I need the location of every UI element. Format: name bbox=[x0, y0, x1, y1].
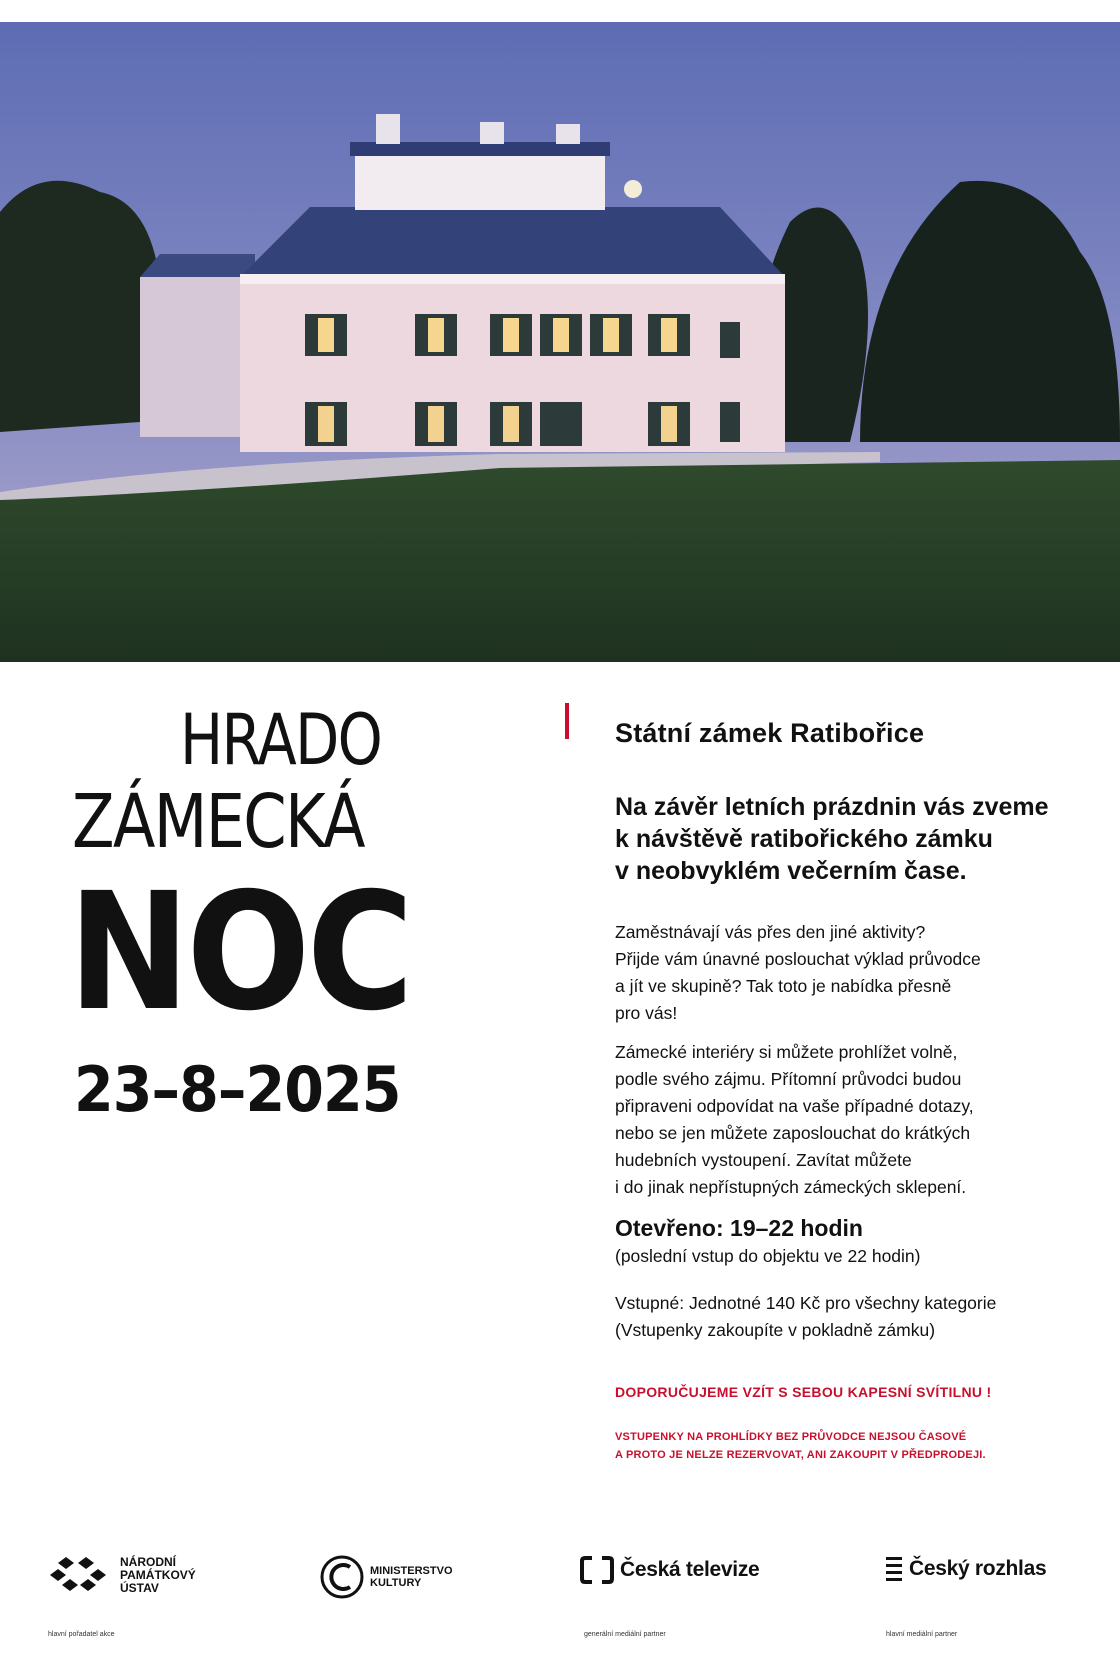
opening-hours: Otevřeno: 19–22 hodin bbox=[615, 1215, 863, 1241]
title-line-2: ZÁMECKÁ bbox=[72, 779, 364, 865]
lead-paragraph bbox=[615, 791, 1085, 887]
paragraph-line: i do jinak nepřístupných zámeckých sklepení. bbox=[615, 1177, 967, 1197]
npu-name-line: NÁRODNÍ bbox=[120, 1554, 176, 1569]
paragraph-line: pro vás! bbox=[615, 1003, 678, 1023]
details-paragraph bbox=[615, 1039, 1085, 1201]
ct-name: Česká televize bbox=[620, 1558, 760, 1581]
admission-price: Vstupné: Jednotné 140 Kč pro všechny kategorie bbox=[615, 1293, 997, 1313]
cr-role: hlavní mediální partner bbox=[886, 1631, 958, 1638]
paragraph-line: připraveni odpovídat na vaše případné dotazy, bbox=[615, 1096, 974, 1116]
event-description bbox=[615, 718, 1085, 1464]
paragraph-line: Zámecké interiéry si můžete prohlížet volně, bbox=[615, 1042, 958, 1062]
title-line-1: HRADO bbox=[180, 699, 382, 781]
event-date: 23–8–2025 bbox=[74, 1053, 401, 1126]
cr-logo-icon bbox=[885, 1555, 903, 1583]
admission-note: (Vstupenky zakoupíte v pokladně zámku) bbox=[615, 1320, 936, 1340]
partner-cr bbox=[885, 1555, 1046, 1583]
partner-logos bbox=[0, 1555, 1120, 1666]
intro-paragraph bbox=[615, 919, 1085, 1027]
paragraph-line: a jít ve skupině? Tak toto je nabídka přesně bbox=[615, 976, 952, 996]
paragraph-line: Přijde vám únavné poslouchat výklad průvodce bbox=[615, 949, 981, 969]
cr-name: Český rozhlas bbox=[909, 1557, 1047, 1580]
lead-line: Na závěr letních prázdnin vás zveme bbox=[615, 793, 1049, 821]
chateau-illustration bbox=[0, 22, 1120, 662]
partner-mk bbox=[320, 1555, 453, 1599]
lead-line: v neobvyklém večerním čase. bbox=[615, 857, 967, 885]
notice-line: A PROTO JE NELZE REZERVOVAT, ANI ZAKOUPIT V PŘEDPRODEJI. bbox=[615, 1449, 986, 1461]
accent-bar bbox=[565, 703, 569, 739]
event-title bbox=[0, 700, 520, 1140]
ct-logo-icon bbox=[580, 1555, 614, 1585]
paragraph-line: nebo se jen můžete zaposlouchat do krátkých bbox=[615, 1123, 971, 1143]
npu-name-line: ÚSTAV bbox=[120, 1580, 159, 1595]
title-line-3: NOC bbox=[68, 859, 411, 1047]
mk-logo-icon bbox=[320, 1555, 364, 1599]
mk-name-line: KULTURY bbox=[370, 1577, 422, 1589]
tickets-notice bbox=[615, 1428, 1085, 1464]
partner-ct bbox=[580, 1555, 759, 1585]
lead-line: k návštěvě ratibořického zámku bbox=[615, 825, 993, 853]
npu-name-line: PAMÁTKOVÝ bbox=[120, 1567, 196, 1582]
ct-role: generální mediální partner bbox=[584, 1631, 666, 1638]
npu-role: hlavní pořadatel akce bbox=[48, 1631, 115, 1638]
npu-logo-icon bbox=[48, 1555, 110, 1595]
notice-line: VSTUPENKY NA PROHLÍDKY BEZ PRŮVODCE NEJSOU ČASOVÉ bbox=[615, 1431, 967, 1443]
paragraph-line: Zaměstnávají vás přes den jiné aktivity? bbox=[615, 922, 926, 942]
partner-npu bbox=[48, 1555, 196, 1595]
opening-hours-note: (poslední vstup do objektu ve 22 hodin) bbox=[615, 1246, 921, 1266]
mk-name-line: MINISTERSTVO bbox=[370, 1565, 453, 1577]
flashlight-warning: DOPORUČUJEME VZÍT S SEBOU KAPESNÍ SVÍTILNU ! bbox=[615, 1384, 992, 1400]
venue-name: Státní zámek Ratibořice bbox=[615, 718, 925, 748]
paragraph-line: hudebních vystoupení. Zavítat můžete bbox=[615, 1150, 912, 1170]
hero-photo bbox=[0, 22, 1120, 662]
paragraph-line: podle svého zájmu. Přítomní průvodci budou bbox=[615, 1069, 962, 1089]
